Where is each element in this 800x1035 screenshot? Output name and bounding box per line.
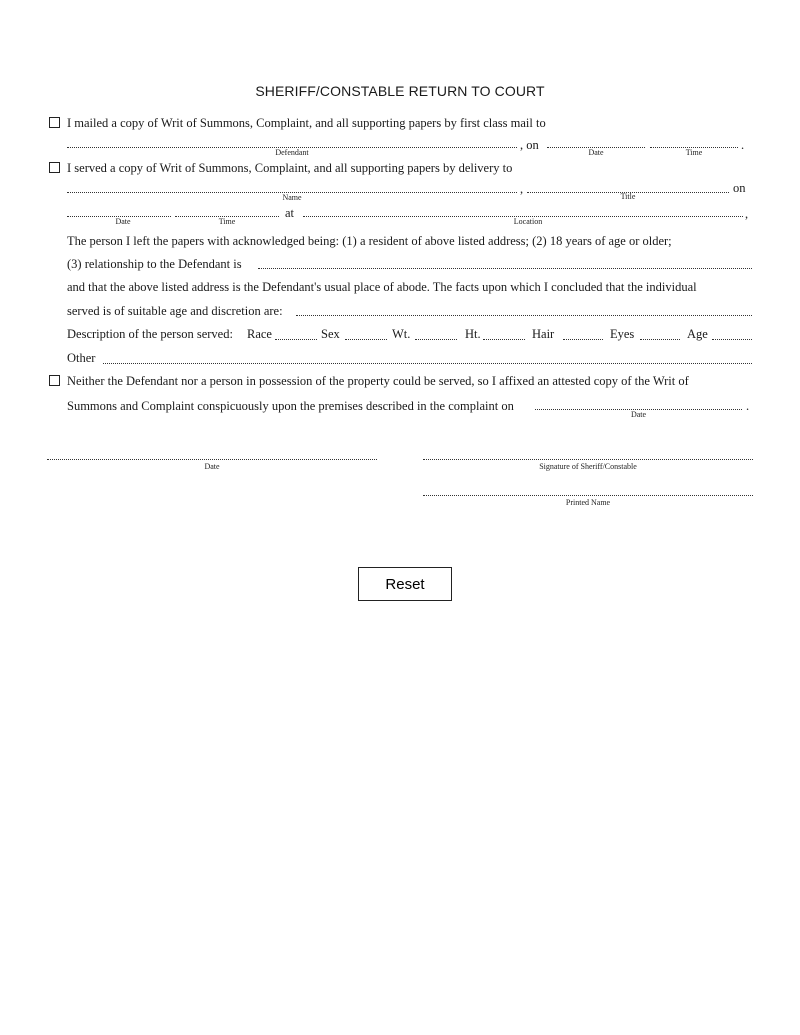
other-label: Other: [67, 351, 96, 365]
suitable-age-text: served is of suitable age and discretion are:: [67, 304, 283, 318]
relationship-field[interactable]: [258, 268, 752, 269]
served-end-comma: ,: [745, 207, 749, 221]
race-field[interactable]: [275, 339, 317, 340]
eyes-label: Eyes: [610, 327, 635, 341]
affixed-end-period: .: [746, 399, 750, 413]
relationship-text: (3) relationship to the Defendant is: [67, 257, 242, 271]
hair-label: Hair: [532, 327, 555, 341]
printed-name-field[interactable]: [423, 495, 753, 496]
height-label: Ht.: [465, 327, 481, 341]
race-label: Race: [247, 327, 272, 341]
reset-button[interactable]: Reset: [358, 567, 452, 601]
affixed-text: Neither the Defendant nor a person in possession of the property could be served, so I affixed an attested copy of the Writ of: [67, 374, 689, 388]
served-at-text: at: [285, 206, 295, 220]
signature-date-field[interactable]: [47, 459, 377, 460]
printed-name-label: Printed Name: [565, 498, 611, 507]
mailed-on-text: , on: [520, 138, 539, 152]
other-field[interactable]: [103, 363, 752, 364]
signature-label: Signature of Sheriff/Constable: [539, 462, 637, 471]
served-comma: ,: [520, 182, 524, 196]
mailed-date-label: Date: [588, 148, 604, 157]
age-label: Age: [687, 327, 708, 341]
mailed-checkbox[interactable]: [49, 117, 60, 128]
acknowledged-text: The person I left the papers with acknowledged being: (1) a resident of above listed address; (2) 18 years of age or older;: [67, 234, 672, 248]
mailed-end-period: .: [741, 138, 745, 152]
served-time-label: Time: [218, 217, 236, 226]
affixed-text-cont: Summons and Complaint conspicuously upon the premises described in the complaint on: [67, 399, 514, 413]
served-title-label: Title: [620, 192, 636, 201]
height-field[interactable]: [483, 339, 525, 340]
signature-date-label: Date: [204, 462, 220, 471]
served-date-label: Date: [115, 217, 131, 226]
served-on-text: on: [733, 181, 746, 195]
description-lead: Description of the person served:: [67, 327, 233, 341]
suitable-age-field[interactable]: [296, 315, 752, 316]
served-text: I served a copy of Writ of Summons, Complaint, and all supporting papers by delivery to: [67, 161, 513, 175]
weight-label: Wt.: [392, 327, 411, 341]
served-name-label: Name: [282, 193, 302, 202]
affixed-date-label: Date: [630, 410, 647, 419]
weight-field[interactable]: [415, 339, 457, 340]
served-checkbox[interactable]: [49, 162, 60, 173]
eyes-field[interactable]: [640, 339, 680, 340]
defendant-label: Defendant: [275, 148, 309, 157]
served-location-label: Location: [513, 217, 543, 226]
page-title: SHERIFF/CONSTABLE RETURN TO COURT: [255, 83, 545, 99]
age-field[interactable]: [712, 339, 752, 340]
sex-label: Sex: [321, 327, 340, 341]
hair-field[interactable]: [563, 339, 603, 340]
sex-field[interactable]: [345, 339, 387, 340]
abode-text: and that the above listed address is the Defendant's usual place of abode. The facts upon which I concluded that the individual: [67, 280, 697, 294]
mailed-text: I mailed a copy of Writ of Summons, Complaint, and all supporting papers by first class mail to: [67, 116, 546, 130]
affixed-checkbox[interactable]: [49, 375, 60, 386]
mailed-time-label: Time: [685, 148, 703, 157]
signature-field[interactable]: [423, 459, 753, 460]
